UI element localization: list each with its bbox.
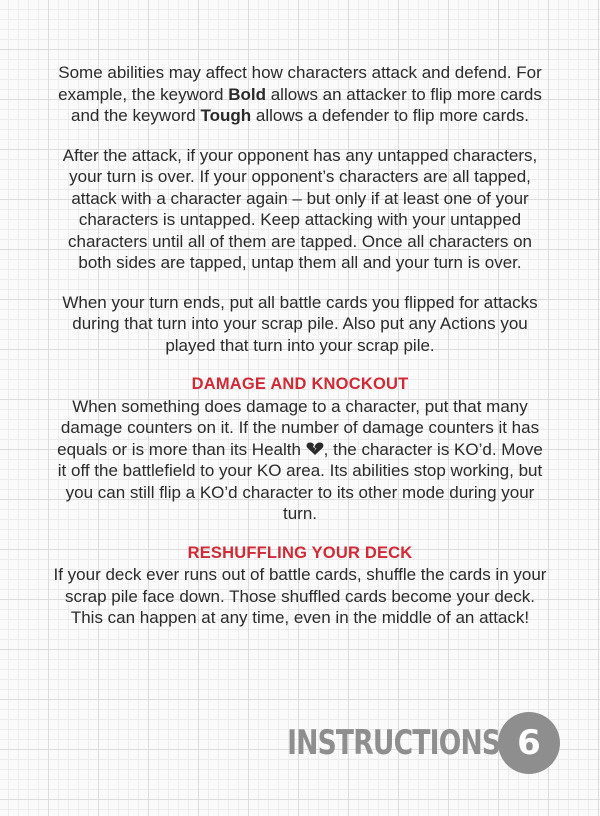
page-footer [227, 712, 560, 774]
page-number-badge: 6 [498, 712, 560, 774]
text-run: , the character is KO’d. Move it off the battlefield to your KO area. Its abilities stop working, but you can still flip a KO’d character to its other mode during your turn. [57, 439, 543, 523]
section-heading: RESHUFFLING YOUR DECK [187, 543, 413, 562]
section-damage-knockout [52, 374, 548, 525]
section-reshuffling [52, 543, 548, 629]
keyword-tough: Tough [200, 106, 252, 125]
keyword-bold: Bold [228, 84, 266, 104]
section-body [52, 396, 548, 525]
section-heading: DAMAGE AND KNOCKOUT [191, 375, 409, 393]
text-run: Some abilities may affect how characters attack and defend. For example, the keyword [58, 63, 542, 104]
paragraph-after-attack: After the attack, if your opponent has any untapped characters, your turn is over. If your opponent’s characters are all tapped, attack with a character again – but only if at least one of your characters is untapped. Keep attacking with your untapped characters until all of them are tapped. Once all characters on both sides are tapped, untap them all and your turn is over. [62, 145, 538, 272]
broken-heart-icon [306, 440, 324, 454]
text-run: When something does damage to a character, put that many damage counters on it. If the number of damage counters it has equals or is more than its Health [57, 396, 540, 459]
text-run: allows an attacker to flip more cards and the keyword [71, 84, 542, 125]
paragraph-abilities [52, 62, 548, 127]
text-run: allows a defender to flip more cards. [251, 106, 529, 125]
rules-page-content [52, 62, 548, 647]
section-body: If your deck ever runs out of battle cards, shuffle the cards in your scrap pile face down. Those shuffled cards become your deck. This can happen at any time, even in the middle of an attack! [53, 565, 547, 627]
paragraph-turn-end: When your turn ends, put all battle cards you flipped for attacks during that turn into your scrap pile. Also put any Actions you played that turn into your scrap pile. [62, 292, 538, 355]
footer-title: INSTRUCTIONS [286, 723, 500, 763]
